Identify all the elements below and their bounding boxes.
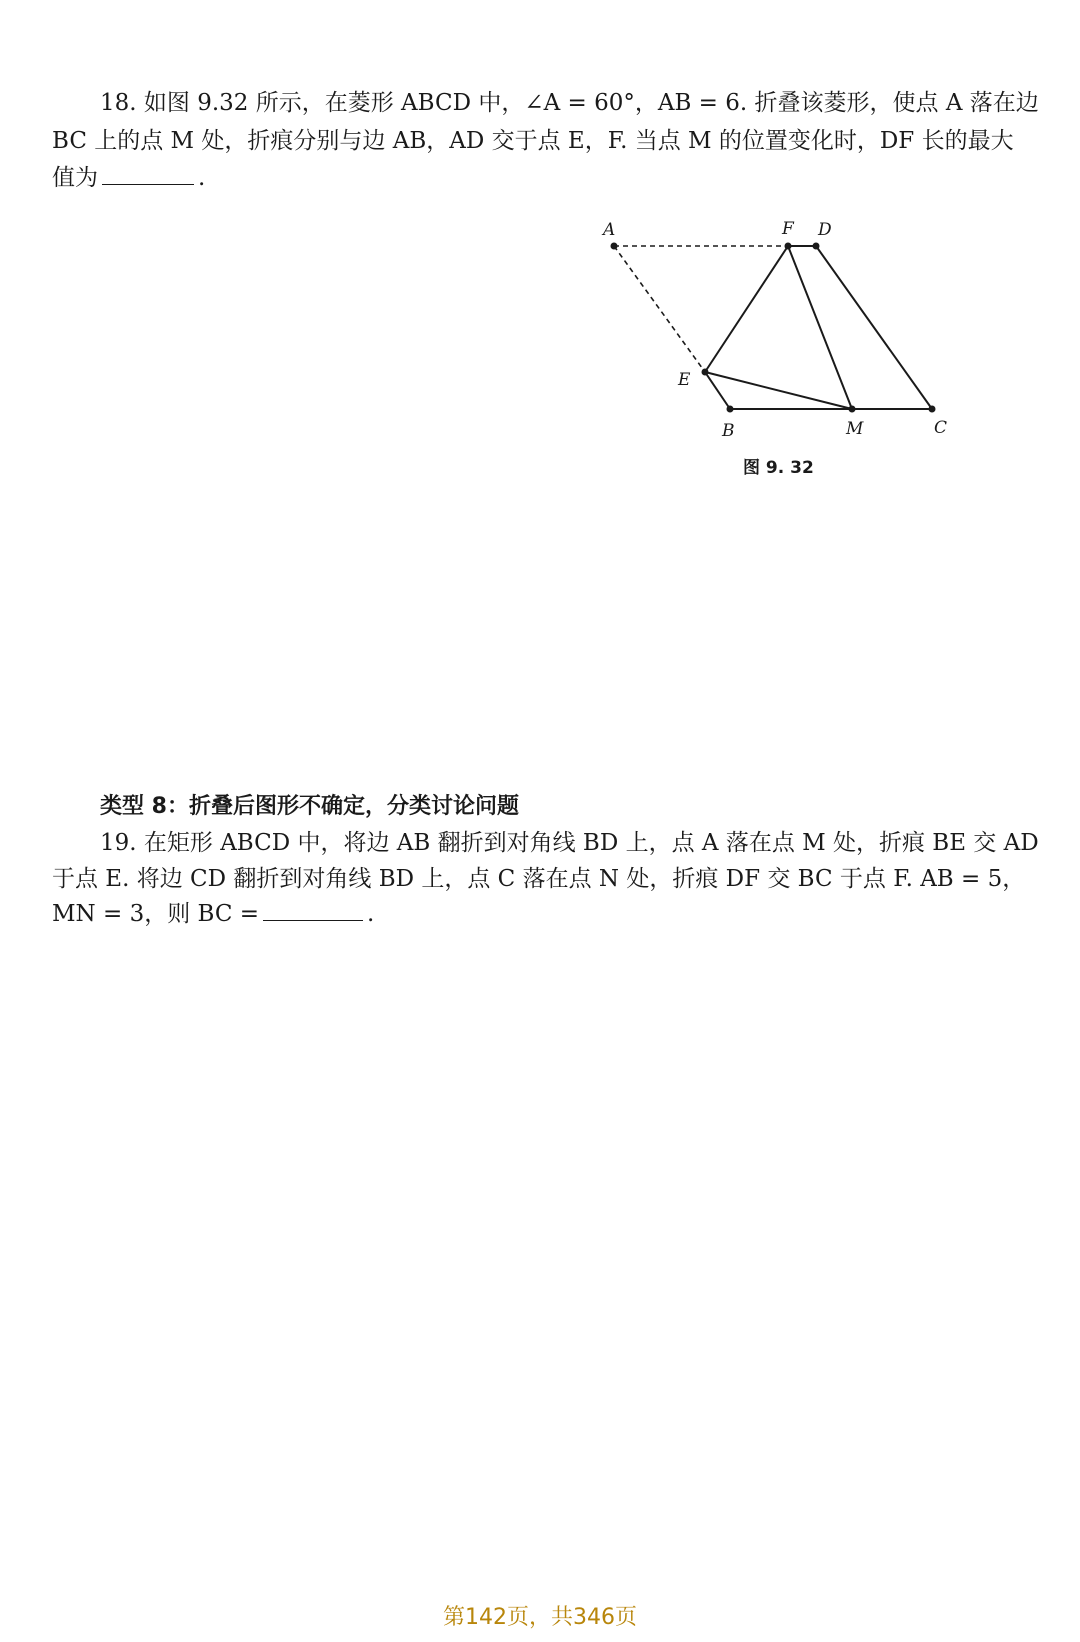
figure-caption: 图 9. 32 [743,458,814,478]
problem-18-line-1: 18. 如图 9.32 所示，在菱形 ABCD 中，∠A = 60°，AB = 6. 折叠该菱形，使点 A 落在边 [100,90,1039,116]
answer-blank-18 [102,164,194,185]
label-B: B [722,421,735,441]
point-M [849,406,856,413]
problem-18-line-3-text: 值为 [52,165,98,191]
problem-19-line-3-text: MN = 3，则 BC = [52,901,260,927]
point-F [785,243,792,250]
point-E [702,369,709,376]
problem-18-line-2: BC 上的点 M 处，折痕分别与边 AB，AD 交于点 E，F. 当点 M 的位置变化时，DF 长的最大 [52,128,1014,154]
label-F: F [782,219,794,239]
problem-19-line-1: 19. 在矩形 ABCD 中，将边 AB 翻折到对角线 BD 上，点 A 落在点 M 处，折痕 BE 交 AD [100,830,1039,856]
point-A [611,243,618,250]
point-B [727,406,734,413]
point-D [813,243,820,250]
problem-18-line-3-end: . [198,165,206,191]
segment-FE [705,246,788,372]
problem-19-line-3 [52,899,1028,929]
label-C: C [934,418,948,438]
figure-9-32 [600,215,970,495]
problem-18-line-3 [52,163,1028,193]
label-E: E [678,370,691,390]
segment-DC [816,246,932,409]
label-A: A [603,220,616,240]
segment-FM [788,246,852,409]
label-M: M [846,419,864,439]
answer-blank-19 [263,900,363,921]
point-C [929,406,936,413]
page-footer: 第142页，共346页 [443,1605,637,1630]
problem-19-line-2: 于点 E. 将边 CD 翻折到对角线 BD 上，点 C 落在点 N 处，折痕 DF 交 BC 于点 F. AB = 5， [52,866,1026,892]
dashed-segment-AE [614,246,705,372]
problem-19-line-3-end: . [367,901,375,927]
section-8-title: 类型 8：折叠后图形不确定，分类讨论问题 [100,794,519,819]
label-D: D [818,220,832,240]
